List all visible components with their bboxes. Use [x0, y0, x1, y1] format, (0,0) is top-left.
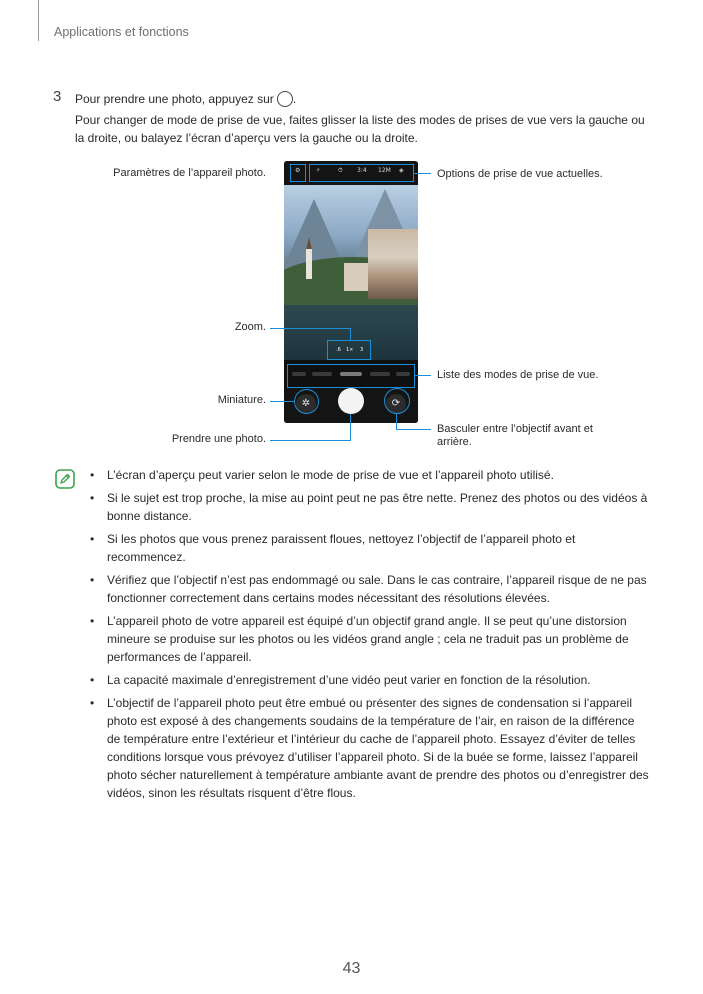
zoom-wide: .6	[336, 347, 341, 353]
note-item: • Vérifiez que l’objectif n’est pas endommagé ou sale. Dans le cas contraire, l’appareil risque de ne pas fonctionner correctement dans certains modes nécessitant des résolutions élevées.	[88, 571, 650, 607]
preview-houses	[368, 229, 418, 299]
step-description: Pour changer de mode de prise de vue, faites glisser la liste des modes de prises de vue vers la gauche ou la droite, ou balayez l’écran d’aperçu vers la gauche ou la droite.	[75, 113, 645, 145]
thumbnail-callout-line	[270, 401, 294, 402]
thumbnail-callout-frame	[294, 389, 319, 414]
switch-camera-icon: ⟳	[386, 394, 406, 414]
preview-church	[306, 249, 312, 279]
caption-camera-settings: Paramètres de l’appareil photo.	[113, 167, 266, 179]
filters-icon: ◈	[399, 167, 404, 174]
step-instruction-text: Pour prendre une photo, appuyez sur	[75, 92, 274, 106]
flash-icon: ⚡	[316, 167, 321, 174]
section-header: Applications et fonctions	[54, 25, 189, 39]
resolution-label: 12M	[378, 167, 391, 174]
timer-icon: ⏱	[338, 167, 343, 174]
caption-modes-list: Liste des modes de prise de vue.	[437, 369, 599, 381]
note-pencil-icon	[55, 469, 75, 489]
note-item: • Si les photos que vous prenez paraissent floues, nettoyez l’objectif de l’appareil photo et recommencez.	[88, 530, 650, 566]
preview-house	[344, 263, 368, 291]
caption-switch-lens: Basculer entre l’objectif avant et arrière.	[437, 423, 593, 448]
shutter-button-icon	[277, 91, 293, 107]
switch-callout-line	[396, 414, 397, 429]
switch-callout-frame	[384, 388, 410, 414]
zoom-callout-line	[270, 328, 351, 329]
options-callout-line	[414, 173, 431, 174]
options-callout-frame	[309, 164, 414, 182]
step-instruction-end: .	[292, 92, 297, 106]
header-rule	[38, 0, 39, 41]
notes-list	[88, 466, 650, 807]
note-item: • La capacité maximale d’enregistrement d’une vidéo peut varier en fonction de la résolution.	[88, 671, 650, 689]
shutter-button	[338, 388, 364, 414]
shutter-callout-line	[270, 440, 351, 441]
shutter-callout-line	[350, 414, 351, 440]
note-item: • Si le sujet est trop proche, la mise au point peut ne pas être nette. Prenez des photos ou des vidéos à bonne distance.	[88, 489, 650, 525]
switch-callout-line	[396, 429, 431, 430]
zoom-callout-line	[350, 328, 351, 340]
note-item: • L’écran d’aperçu peut varier selon le mode de prise de vue et l’appareil photo utilisé.	[88, 466, 650, 484]
modes-callout-line	[415, 375, 431, 376]
caption-thumbnail: Miniature.	[217, 394, 266, 406]
page-number: 43	[342, 960, 361, 977]
step-number: 3	[53, 88, 62, 105]
caption-current-options: Options de prise de vue actuelles.	[437, 168, 603, 180]
caption-zoom: Zoom.	[234, 321, 266, 333]
zoom-tele: 3	[360, 347, 364, 353]
note-item: • L’appareil photo de votre appareil est équipé d’un objectif grand angle. Il se peut qu’une distorsion mineure se produise sur les photos ou les vidéos grand angle ; cela ne traduit pas un problème de performances de l’appareil.	[88, 612, 650, 666]
settings-callout-frame	[290, 164, 306, 182]
caption-take-photo: Prendre une photo.	[171, 433, 266, 445]
thumbnail-icon: ✲	[296, 394, 316, 414]
step-instruction	[75, 91, 296, 107]
aspect-ratio-label: 3:4	[357, 167, 367, 174]
zoom-callout-frame	[327, 340, 371, 360]
settings-gear-icon: ⚙	[295, 167, 301, 174]
zoom-standard: 1×	[346, 347, 354, 353]
note-item: • L’objectif de l’appareil photo peut être embué ou présenter des signes de condensation si l’appareil photo est exposé à des changements soudains de la température de l’air, en raison de la différence de température entre l’extérieur et l’intérieur du cache de l’appareil photo. Essayez d’éviter de telles conditions lorsque vous prévoyez d’utiliser l’appareil photo. Si de la buée se forme, laissez l’appareil photo sécher naturellement à température ambiante avant de prendre des photos ou d’enregistrer des vidéos, sinon les résultats risquent d’être flous.	[88, 694, 650, 802]
modes-callout-frame	[287, 364, 415, 388]
